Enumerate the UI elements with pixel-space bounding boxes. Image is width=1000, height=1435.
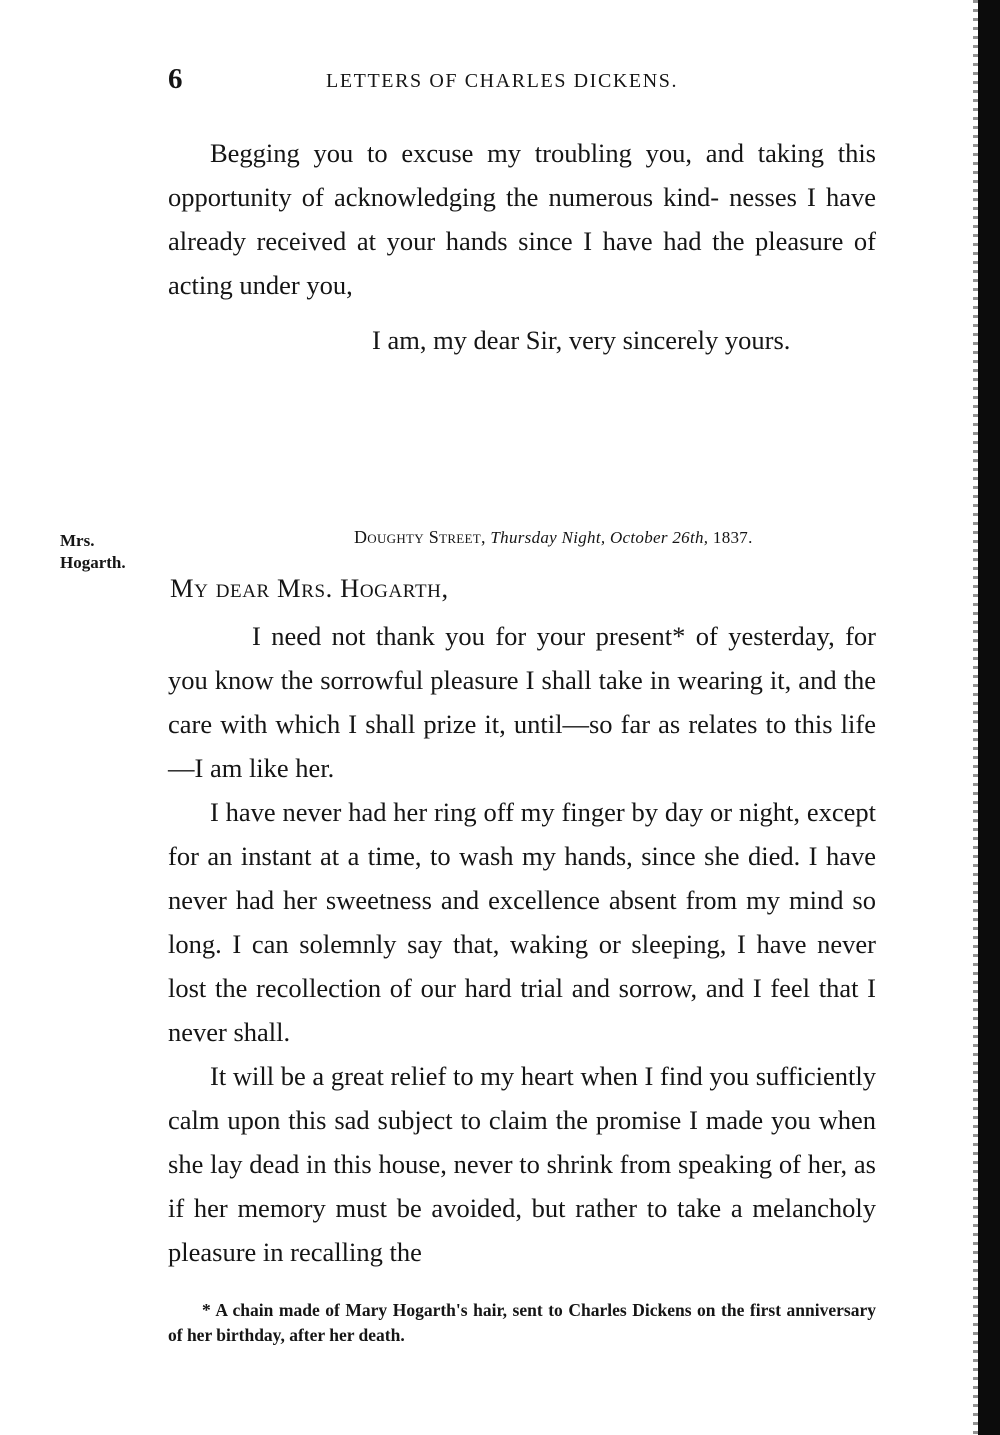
page-number: 6 — [168, 63, 183, 95]
letter-two-paragraph-3: It will be a great relief to my heart when I find you sufficiently calm upon this sad subject to claim the promise I made you when she lay dead in this house, never to shrink from speaking of her, as if her memory must be avoided, but rather to take a melancholy pleasure in recalling the — [168, 1061, 876, 1267]
letter-one-paragraph: Begging you to excuse my troubling you, and taking this opportunity of acknowledging the numerous kind- nesses I have already received at your hands since I have had the pleasure of acting under you, — [168, 138, 876, 300]
dateline-date: October 26th, — [609, 528, 709, 547]
recipient-margin-note: Mrs. Hogarth. — [60, 531, 126, 572]
letter-one-closing: I am, my dear Sir, very sincerely yours. — [372, 325, 791, 355]
dateline — [354, 525, 858, 550]
footnote: * A chain made of Mary Hogarth's hair, sent to Charles Dickens on the first anniversary of her birthday, after her death. — [168, 1300, 876, 1345]
letter-two-paragraph-2: I have never had her ring off my finger by day or night, except for an instant at a time, to wash my hands, since she died. I have never had her sweetness and excellence absent from my mind so long. I can solemnly say that, waking or sleeping, I have never lost the recollection of our hard trial and sorrow, and I feel that I never shall. — [168, 797, 876, 1047]
dateline-year: 1837. — [712, 528, 753, 547]
dateline-day: Thursday Night, — [490, 528, 606, 547]
dateline-place: Doughty Street, — [354, 527, 486, 547]
salutation: My dear Mrs. Hogarth, — [170, 573, 449, 603]
letter-two-paragraph-1: I need not thank you for your present* of yesterday, for you know the sorrowful pleasure I shall take in wearing it, and the care with which I shall prize it, until—so far as relates to this life—I am like her. — [168, 621, 876, 783]
scan-edge-shadow — [978, 0, 1000, 1435]
running-title: LETTERS OF CHARLES DICKENS. — [326, 70, 679, 92]
